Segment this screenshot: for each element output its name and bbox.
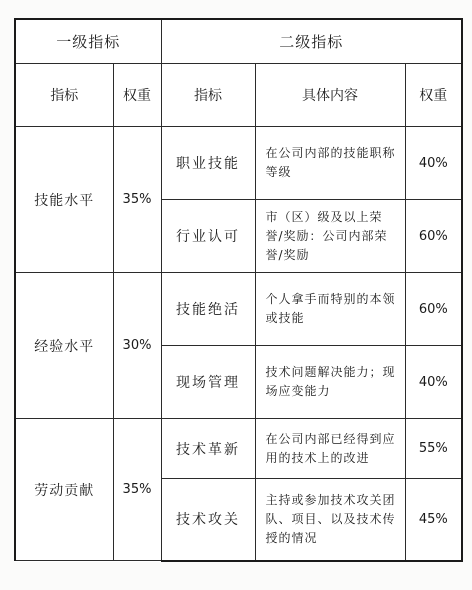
l2-indicator-name: 技术革新 (161, 419, 255, 479)
l1-indicator-weight: 30% (113, 273, 161, 419)
l2-indicator-weight: 40% (405, 346, 462, 419)
l1-indicator-name: 技能水平 (15, 127, 113, 273)
table-row (15, 127, 462, 200)
l1-indicator-column-header: 指标 (15, 64, 113, 127)
l2-indicator-content: 市（区）级及以上荣誉/奖励：公司内部荣誉/奖励 (255, 200, 405, 273)
table-row (15, 273, 462, 346)
l2-indicator-name: 技术攻关 (161, 479, 255, 561)
l2-indicator-weight: 55% (405, 419, 462, 479)
table-row (15, 419, 462, 479)
l2-indicator-content: 在公司内部的技能职称等级 (255, 127, 405, 200)
l1-indicator-weight: 35% (113, 419, 161, 561)
l2-weight-column-header: 权重 (405, 64, 462, 127)
l2-indicator-content: 技术问题解决能力；现场应变能力 (255, 346, 405, 419)
l2-indicator-content: 个人拿手而特别的本领或技能 (255, 273, 405, 346)
level2-header: 二级指标 (161, 19, 462, 64)
l1-weight-column-header: 权重 (113, 64, 161, 127)
indicator-weight-table (14, 18, 463, 562)
l2-indicator-name: 现场管理 (161, 346, 255, 419)
level1-header: 一级指标 (15, 19, 161, 64)
l2-indicator-name: 技能绝活 (161, 273, 255, 346)
l2-indicator-name: 职业技能 (161, 127, 255, 200)
l1-indicator-weight: 35% (113, 127, 161, 273)
l1-indicator-name: 劳动贡献 (15, 419, 113, 561)
l2-indicator-weight: 60% (405, 200, 462, 273)
l2-content-column-header: 具体内容 (255, 64, 405, 127)
l2-indicator-content: 在公司内部已经得到应用的技术上的改进 (255, 419, 405, 479)
l2-indicator-weight: 45% (405, 479, 462, 561)
l2-indicator-weight: 60% (405, 273, 462, 346)
l2-indicator-weight: 40% (405, 127, 462, 200)
l2-indicator-name: 行业认可 (161, 200, 255, 273)
l1-indicator-name: 经验水平 (15, 273, 113, 419)
l2-indicator-content: 主持或参加技术攻关团队、项目、以及技术传授的情况 (255, 479, 405, 561)
l2-indicator-column-header: 指标 (161, 64, 255, 127)
